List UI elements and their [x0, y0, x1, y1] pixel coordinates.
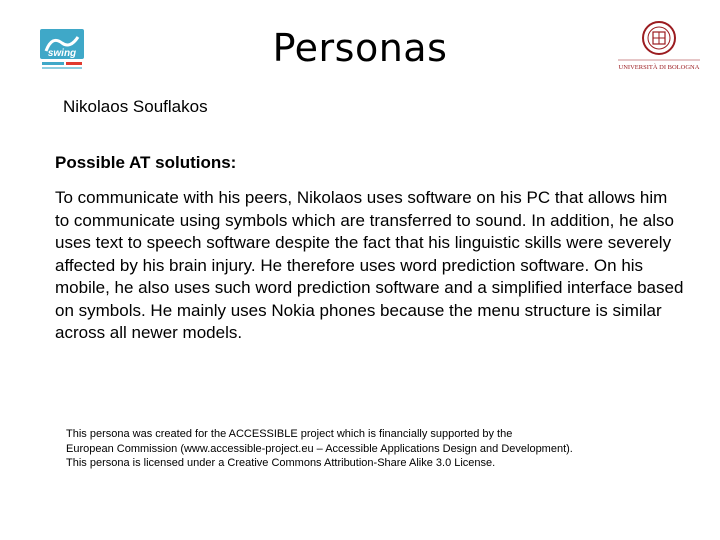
footer-line: European Commission (www.accessible-project.eu – Accessible Applications Design and Development). [66, 442, 573, 455]
section-heading: Possible AT solutions: [55, 153, 237, 172]
footer-line: This persona was created for the ACCESSIBLE project which is financially supported by the [66, 428, 513, 440]
license-footer [66, 427, 666, 471]
footer-line: This persona is licensed under a Creative Commons Attribution-Share Alike 3.0 License. [66, 457, 496, 469]
body-paragraph: To communicate with his peers, Nikolaos uses software on his PC that allows him to communicate using symbols which are transferred to sound. In addition, he also uses text to speech software despite the fact that his linguistic skills were severely affected by his brain injury. He therefore uses word prediction software. On his mobile, he also uses such word prediction software and a simplified interface based on symbols. He mainly uses Nokia phones because the menu structure is similar across all newer models. [55, 188, 684, 342]
persona-name: Nikolaos Souflakos [63, 97, 208, 116]
logo-right-text: UNIVERSITÀ DI BOLOGNA [618, 64, 700, 71]
slide-title: Personas [272, 26, 448, 70]
logo-left-text: swing [47, 48, 77, 59]
